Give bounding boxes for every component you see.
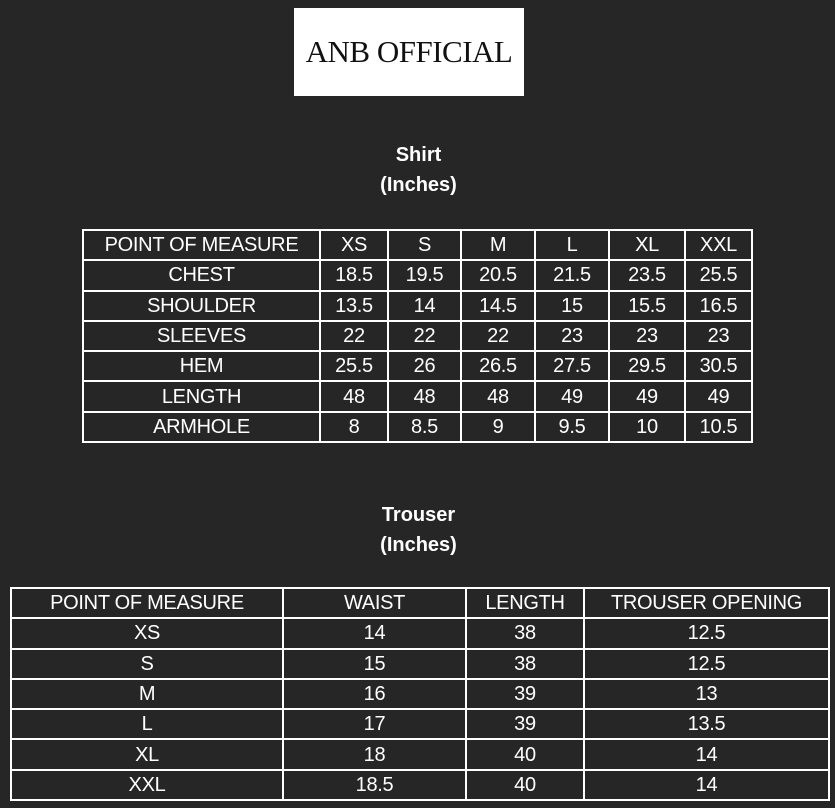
trouser-section-title [0, 500, 835, 530]
table-row [83, 260, 752, 290]
shirt-value-cell: 21.5 [535, 260, 609, 290]
table-row [83, 351, 752, 381]
shirt-value-cell: 9.5 [535, 412, 609, 442]
shirt-value-cell: 49 [535, 381, 609, 411]
shirt-header-cell: M [461, 230, 535, 260]
brand-logo [294, 8, 524, 96]
brand-logo-text: ANB OFFICIAL [305, 34, 513, 69]
shirt-header-cell: POINT OF MEASURE [83, 230, 320, 260]
shirt-value-cell: 14 [388, 291, 461, 321]
trouser-value-cell: 14 [283, 618, 466, 648]
shirt-header-cell: XS [320, 230, 388, 260]
trouser-value-cell: 18 [283, 739, 466, 769]
trouser-value-cell: 38 [466, 618, 584, 648]
shirt-header-cell: S [388, 230, 461, 260]
shirt-title-text: Shirt [395, 144, 442, 166]
table-row [11, 679, 829, 709]
trouser-value-cell: 14 [584, 739, 829, 769]
trouser-row-label: L [11, 709, 283, 739]
shirt-value-cell: 23 [535, 321, 609, 351]
shirt-value-cell: 27.5 [535, 351, 609, 381]
shirt-size-table [82, 229, 753, 443]
trouser-row-label: M [11, 679, 283, 709]
trouser-value-cell: 40 [466, 739, 584, 769]
table-row [83, 412, 752, 442]
shirt-value-cell: 18.5 [320, 260, 388, 290]
shirt-value-cell: 30.5 [685, 351, 752, 381]
trouser-table-body [11, 588, 829, 800]
shirt-value-cell: 14.5 [461, 291, 535, 321]
trouser-header-cell: TROUSER OPENING [584, 588, 829, 618]
trouser-value-cell: 39 [466, 709, 584, 739]
shirt-value-cell: 8.5 [388, 412, 461, 442]
shirt-header-cell: L [535, 230, 609, 260]
shirt-header-cell: XL [609, 230, 685, 260]
trouser-value-cell: 13 [584, 679, 829, 709]
shirt-value-cell: 22 [461, 321, 535, 351]
shirt-unit-label [0, 170, 835, 200]
shirt-value-cell: 10.5 [685, 412, 752, 442]
shirt-value-cell: 29.5 [609, 351, 685, 381]
shirt-section-title [0, 140, 835, 170]
shirt-value-cell: 25.5 [685, 260, 752, 290]
trouser-value-cell: 16 [283, 679, 466, 709]
table-row [11, 770, 829, 800]
trouser-row-label: XS [11, 618, 283, 648]
shirt-value-cell: 49 [685, 381, 752, 411]
shirt-value-cell: 15.5 [609, 291, 685, 321]
shirt-value-cell: 48 [388, 381, 461, 411]
shirt-value-cell: 13.5 [320, 291, 388, 321]
table-row [11, 649, 829, 679]
shirt-header-cell: XXL [685, 230, 752, 260]
shirt-value-cell: 22 [320, 321, 388, 351]
trouser-value-cell: 39 [466, 679, 584, 709]
trouser-value-cell: 12.5 [584, 649, 829, 679]
shirt-value-cell: 20.5 [461, 260, 535, 290]
shirt-header-row [83, 230, 752, 260]
shirt-value-cell: 15 [535, 291, 609, 321]
trouser-value-cell: 38 [466, 649, 584, 679]
trouser-size-table [10, 587, 830, 801]
shirt-value-cell: 23 [609, 321, 685, 351]
table-row [83, 321, 752, 351]
trouser-header-cell: WAIST [283, 588, 466, 618]
shirt-row-label: SHOULDER [83, 291, 320, 321]
shirt-table-body [83, 230, 752, 442]
trouser-unit-text: (Inches) [380, 534, 457, 556]
shirt-row-label: SLEEVES [83, 321, 320, 351]
table-row [11, 618, 829, 648]
shirt-value-cell: 22 [388, 321, 461, 351]
trouser-row-label: XL [11, 739, 283, 769]
shirt-value-cell: 26.5 [461, 351, 535, 381]
trouser-value-cell: 14 [584, 770, 829, 800]
shirt-value-cell: 8 [320, 412, 388, 442]
trouser-row-label: S [11, 649, 283, 679]
shirt-value-cell: 10 [609, 412, 685, 442]
shirt-value-cell: 49 [609, 381, 685, 411]
trouser-value-cell: 17 [283, 709, 466, 739]
trouser-value-cell: 13.5 [584, 709, 829, 739]
shirt-value-cell: 26 [388, 351, 461, 381]
shirt-value-cell: 9 [461, 412, 535, 442]
trouser-header-cell: POINT OF MEASURE [11, 588, 283, 618]
shirt-value-cell: 16.5 [685, 291, 752, 321]
shirt-unit-text: (Inches) [380, 174, 457, 196]
shirt-value-cell: 48 [320, 381, 388, 411]
trouser-row-label: XXL [11, 770, 283, 800]
shirt-row-label: LENGTH [83, 381, 320, 411]
trouser-title-text: Trouser [381, 504, 456, 526]
shirt-row-label: CHEST [83, 260, 320, 290]
trouser-header-row [11, 588, 829, 618]
shirt-row-label: ARMHOLE [83, 412, 320, 442]
trouser-value-cell: 15 [283, 649, 466, 679]
trouser-unit-label [0, 530, 835, 560]
shirt-value-cell: 48 [461, 381, 535, 411]
shirt-value-cell: 19.5 [388, 260, 461, 290]
table-row [11, 739, 829, 769]
trouser-value-cell: 40 [466, 770, 584, 800]
shirt-row-label: HEM [83, 351, 320, 381]
trouser-header-cell: LENGTH [466, 588, 584, 618]
table-row [83, 291, 752, 321]
table-row [11, 709, 829, 739]
shirt-value-cell: 23 [685, 321, 752, 351]
table-row [83, 381, 752, 411]
shirt-value-cell: 23.5 [609, 260, 685, 290]
trouser-value-cell: 18.5 [283, 770, 466, 800]
trouser-value-cell: 12.5 [584, 618, 829, 648]
shirt-value-cell: 25.5 [320, 351, 388, 381]
